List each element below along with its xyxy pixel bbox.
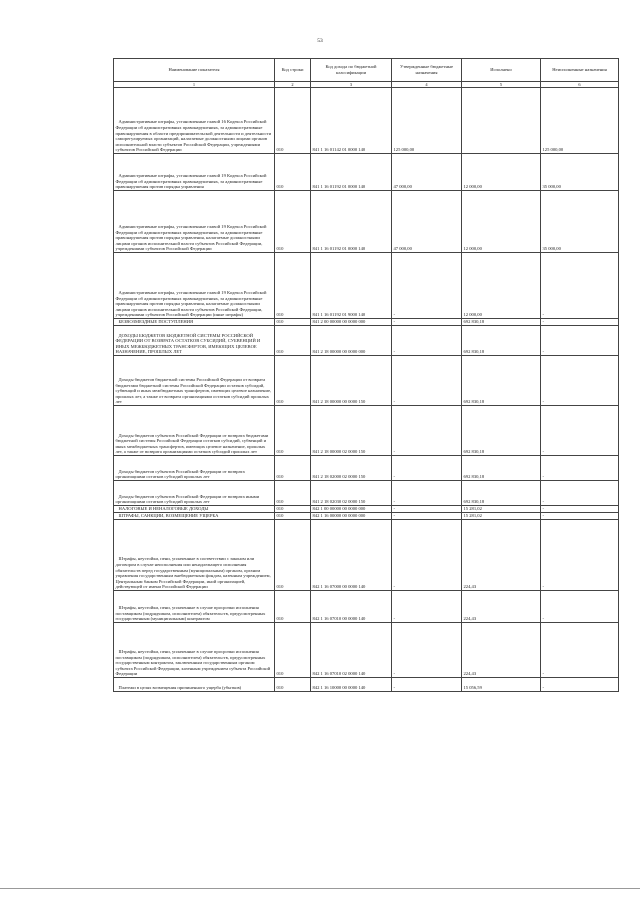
header-kbk: Код дохода по бюджетной классификации xyxy=(311,59,392,82)
row-approved: - xyxy=(392,678,462,692)
header-unexecuted: Неисполненные назначения xyxy=(541,59,619,82)
row-unexecuted: 35 000,00 xyxy=(541,154,619,191)
row-kbk: 842 1 16 07000 00 0000 140 xyxy=(311,520,392,591)
row-unexecuted: - xyxy=(541,326,619,356)
row-name: Доходы бюджетов субъектов Российской Федерации от возврата бюджетами бюджетной системы Российской Федерации остатков субсидий, субвенций и иных межбюджетных трансфертов, имеющих целевое назначение, прошлых лет, а также от возврата организациями остатков субсидий прошлых лет xyxy=(114,406,275,456)
row-line-code: 010 xyxy=(275,520,311,591)
row-kbk: 841 2 18 00000 00 0000 150 xyxy=(311,356,392,406)
row-unexecuted: 35 000,00 xyxy=(541,191,619,253)
row-executed: 224,43 xyxy=(462,591,541,623)
table-row xyxy=(114,506,619,513)
row-name: Штрафы, неустойки, пени, уплаченные в случае просрочки исполнения поставщиком (подрядчиком, исполнителем) обязательств, предусмотренных государственным (муниципальным) контрактом xyxy=(114,591,275,623)
row-unexecuted: - xyxy=(541,506,619,513)
row-unexecuted: 125 000,00 xyxy=(541,88,619,154)
row-executed xyxy=(462,88,541,154)
row-kbk: 842 1 16 00000 00 0000 000 xyxy=(311,513,392,520)
row-approved: - xyxy=(392,513,462,520)
row-approved: - xyxy=(392,456,462,481)
row-kbk: 841 2 18 00000 02 0000 150 xyxy=(311,406,392,456)
table-row xyxy=(114,319,619,326)
row-kbk: 842 1 00 00000 00 0000 000 xyxy=(311,506,392,513)
row-line-code: 010 xyxy=(275,481,311,506)
row-line-code: 010 xyxy=(275,678,311,692)
table-row xyxy=(114,191,619,253)
row-line-code: 010 xyxy=(275,406,311,456)
row-unexecuted: - xyxy=(541,406,619,456)
row-approved: - xyxy=(392,623,462,678)
row-executed: 692 830,18 xyxy=(462,356,541,406)
table-row xyxy=(114,623,619,678)
row-kbk: 842 1 16 10000 00 0000 140 xyxy=(311,678,392,692)
row-kbk: 841 2 00 00000 00 0000 000 xyxy=(311,319,392,326)
row-line-code: 010 xyxy=(275,319,311,326)
column-number: 1 xyxy=(114,82,275,88)
row-name: Штрафы, неустойки, пени, уплаченные в соответствии с законом или договором в случае неисполнения или ненадлежащего исполнения обязательств перед государственным (муниципальным) органом, органом управления государственным внебюджетным фондом, казенным учреждением, Центральным банком Российской Федерации, иной организацией, действующей от имени Российской Федерации xyxy=(114,520,275,591)
row-name: Доходы бюджетов субъектов Российской Федерации от возврата иными организациями остатков субсидий прошлых лет xyxy=(114,481,275,506)
row-name: Доходы бюджетов бюджетной системы Российской Федерации от возврата бюджетами бюджетной системы Российской Федерации остатков субсидий, субвенций и иных межбюджетных трансфертов, имеющих целевое назначение, прошлых лет, а также от возврата организациями остатков субсидий прошлых лет xyxy=(114,356,275,406)
table-row xyxy=(114,326,619,356)
row-line-code: 010 xyxy=(275,191,311,253)
row-kbk: 842 1 16 07010 02 0000 140 xyxy=(311,623,392,678)
row-name: БЕЗВОЗМЕЗДНЫЕ ПОСТУПЛЕНИЯ xyxy=(114,319,275,326)
row-approved: - xyxy=(392,319,462,326)
table-row xyxy=(114,520,619,591)
table-row xyxy=(114,456,619,481)
revenue-table xyxy=(113,58,619,692)
row-approved: 125 000,00 xyxy=(392,88,462,154)
column-number: 4 xyxy=(392,82,462,88)
row-executed: 12 000,00 xyxy=(462,191,541,253)
page-bottom-rule xyxy=(0,888,640,889)
row-approved: - xyxy=(392,481,462,506)
row-approved: - xyxy=(392,253,462,319)
row-line-code: 010 xyxy=(275,591,311,623)
table-row xyxy=(114,356,619,406)
row-unexecuted: - xyxy=(541,678,619,692)
row-kbk: 841 1 16 01142 01 0000 140 xyxy=(311,88,392,154)
row-unexecuted: - xyxy=(541,481,619,506)
row-kbk: 841 2 18 02000 02 0000 150 xyxy=(311,456,392,481)
column-number: 2 xyxy=(275,82,311,88)
header-executed: Исполнено xyxy=(462,59,541,82)
row-line-code: 010 xyxy=(275,513,311,520)
row-unexecuted: - xyxy=(541,623,619,678)
row-kbk: 841 2 18 02030 02 0000 150 xyxy=(311,481,392,506)
header-line-code: Код строки xyxy=(275,59,311,82)
table-row xyxy=(114,481,619,506)
table-row xyxy=(114,154,619,191)
row-line-code: 010 xyxy=(275,253,311,319)
row-approved: - xyxy=(392,506,462,513)
row-name: Административные штрафы, установленные главой 19 Кодекса Российской Федерации об административных правонарушениях, за административные правонарушения против порядка управления, налагаемые должностными лицами органов исполнительной власти субъектов Российской Федерации, учреждениями субъектов Российской Федерации (иные штрафы) xyxy=(114,253,275,319)
column-number: 6 xyxy=(541,82,619,88)
page-number: 53 xyxy=(317,38,323,44)
table-row xyxy=(114,406,619,456)
row-name: НАЛОГОВЫЕ И НЕНАЛОГОВЫЕ ДОХОДЫ xyxy=(114,506,275,513)
row-approved: - xyxy=(392,356,462,406)
row-line-code: 010 xyxy=(275,356,311,406)
row-unexecuted: - xyxy=(541,520,619,591)
row-unexecuted: - xyxy=(541,319,619,326)
row-line-code: 010 xyxy=(275,154,311,191)
table-row xyxy=(114,253,619,319)
row-unexecuted: - xyxy=(541,456,619,481)
row-line-code: 010 xyxy=(275,326,311,356)
row-line-code: 010 xyxy=(275,623,311,678)
row-name: Штрафы, неустойки, пени, уплаченные в случае просрочки исполнения поставщиком (подрядчиком, исполнителем) обязательств, предусмотренных государственным контрактом, заключенным государственным органом субъекта Российской Федерации, казенным учреждением субъекта Российской Федерации xyxy=(114,623,275,678)
row-line-code: 010 xyxy=(275,88,311,154)
row-name: Административные штрафы, установленные главой 19 Кодекса Российской Федерации об административных правонарушениях, за административные правонарушения против порядка управления xyxy=(114,154,275,191)
row-name: Административные штрафы, установленные главой 19 Кодекса Российской Федерации об административных правонарушениях, за административные правонарушения против порядка управления, налагаемые должностными лицами органов исполнительной власти субъектов Российской Федерации, учреждениями субъектов Российской Федерации xyxy=(114,191,275,253)
row-kbk: 841 1 16 01192 01 9000 140 xyxy=(311,253,392,319)
row-executed: 15 281,02 xyxy=(462,513,541,520)
table-row xyxy=(114,88,619,154)
row-kbk: 841 2 18 00000 00 0000 000 xyxy=(311,326,392,356)
row-name: ШТРАФЫ, САНКЦИИ, ВОЗМЕЩЕНИЕ УЩЕРБА xyxy=(114,513,275,520)
table-row xyxy=(114,591,619,623)
row-executed: 692 830,18 xyxy=(462,456,541,481)
row-line-code: 010 xyxy=(275,456,311,481)
row-name: Административные штрафы, установленные главой 16 Кодекса Российской Федерации об административных правонарушениях, за административные правонарушения в области предпринимательской деятельности и деятельности саморегулируемых организаций, налагаемые должностными лицами органов исполнительной власти субъектов Российской Федерации, учреждениями субъектов Российской Федерации xyxy=(114,88,275,154)
row-unexecuted: - xyxy=(541,513,619,520)
table-row xyxy=(114,678,619,692)
row-name: Платежи в целях возмещения причиненного ущерба (убытков) xyxy=(114,678,275,692)
row-executed: 692 830,18 xyxy=(462,319,541,326)
row-approved: - xyxy=(392,326,462,356)
row-executed: 692 830,18 xyxy=(462,481,541,506)
row-approved: 47 000,00 xyxy=(392,191,462,253)
row-unexecuted: - xyxy=(541,356,619,406)
header-approved: Утвержденные бюджетные назначения xyxy=(392,59,462,82)
row-executed: 12 000,00 xyxy=(462,253,541,319)
column-number: 5 xyxy=(462,82,541,88)
row-executed: 692 830,18 xyxy=(462,326,541,356)
row-kbk: 841 1 16 01192 01 0000 140 xyxy=(311,154,392,191)
row-unexecuted: - xyxy=(541,591,619,623)
column-number: 3 xyxy=(311,82,392,88)
row-name: ДОХОДЫ БЮДЖЕТОВ БЮДЖЕТНОЙ СИСТЕМЫ РОССИЙСКОЙ ФЕДЕРАЦИИ ОТ ВОЗВРАТА ОСТАТКОВ СУБСИДИЙ, СУБВЕНЦИЙ И ИНЫХ МЕЖБЮДЖЕТНЫХ ТРАНСФЕРТОВ, ИМЕЮЩИХ ЦЕЛЕВОЕ НАЗНАЧЕНИЕ, ПРОШЛЫХ ЛЕТ xyxy=(114,326,275,356)
row-approved: - xyxy=(392,520,462,591)
row-kbk: 841 1 16 01192 01 0000 140 xyxy=(311,191,392,253)
header-name: Наименование показателя xyxy=(114,59,275,82)
row-executed: 12 000,00 xyxy=(462,154,541,191)
row-executed: 224,43 xyxy=(462,623,541,678)
row-approved: - xyxy=(392,406,462,456)
row-executed: 15 281,02 xyxy=(462,506,541,513)
row-executed: 15 056,59 xyxy=(462,678,541,692)
header-row xyxy=(114,59,619,82)
row-kbk: 842 1 16 07010 00 0000 140 xyxy=(311,591,392,623)
row-executed: 692 830,18 xyxy=(462,406,541,456)
row-approved: 47 000,00 xyxy=(392,154,462,191)
row-unexecuted: - xyxy=(541,253,619,319)
row-executed: 224,43 xyxy=(462,520,541,591)
row-name: Доходы бюджетов субъектов Российской Федерации от возврата организациями остатков субсидий прошлых лет xyxy=(114,456,275,481)
table-row xyxy=(114,513,619,520)
row-approved: - xyxy=(392,591,462,623)
row-line-code: 010 xyxy=(275,506,311,513)
